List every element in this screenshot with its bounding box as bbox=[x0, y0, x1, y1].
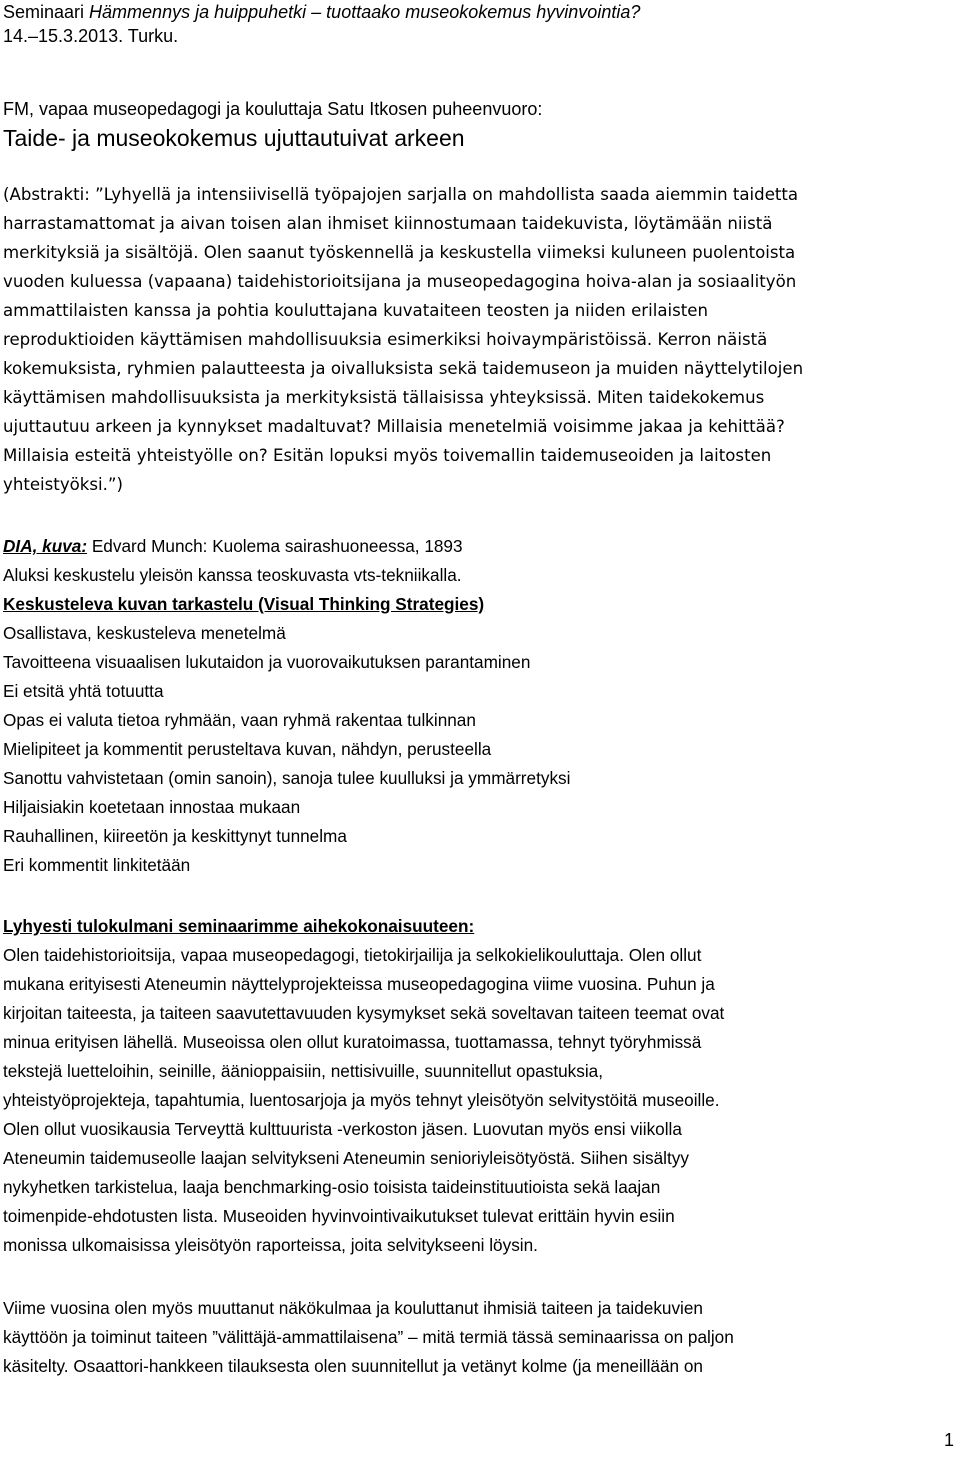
intro-line: nykyhetken tarkistelua, laaja benchmarking-osio toisista taideinstituutioista sekä laajan bbox=[3, 1177, 661, 1197]
vts-item: Osallistava, keskusteleva menetelmä bbox=[3, 623, 286, 643]
dia-caption bbox=[3, 532, 955, 561]
intro-line: tekstejä luetteloihin, seinille, äänioppaisiin, nettisivuille, suunnitellut opastuksia, bbox=[3, 1061, 604, 1081]
dia-label: DIA, kuva: bbox=[3, 536, 88, 556]
vts-item: Hiljaisiakin koetetaan innostaa mukaan bbox=[3, 797, 301, 817]
closing-line: käyttöön ja toiminut taiteen ”välittäjä-ammattilaisena” – mitä termiä tässä seminaarissa on paljon bbox=[3, 1327, 734, 1347]
abstract-block bbox=[3, 180, 955, 499]
abstract-line: ujuttautuu arkeen ja kynnykset madaltuvat? Millaisia menetelmiä voisimme jakaa ja kehittää? bbox=[3, 417, 785, 436]
intro-line: minua erityisen lähellä. Museoissa olen ollut kuratoimassa, tuottamassa, tehnyt työryhmissä bbox=[3, 1032, 702, 1052]
vts-item: Rauhallinen, kiireetön ja keskittynyt tunnelma bbox=[3, 826, 347, 846]
abstract-line: ammattilaisten kanssa ja pohtia kouluttajana kuvataiteen teosten ja niiden erilaisten bbox=[3, 301, 708, 320]
intro-line: Ateneumin taidemuseolle laajan selvitykseni Ateneumin senioriyleisötyöstä. Siihen sisältyy bbox=[3, 1148, 689, 1168]
abstract-line: (Abstrakti: ”Lyhyellä ja intensiivisellä työpajojen sarjalla on mahdollista saada aiemmin taidetta bbox=[3, 185, 799, 204]
vts-item: Eri kommentit linkitetään bbox=[3, 855, 191, 875]
vts-item: Mielipiteet ja kommentit perusteltava kuvan, nähdyn, perusteella bbox=[3, 739, 492, 759]
dia-intro-line: Aluksi keskustelu yleisön kanssa teoskuvasta vts-tekniikalla. bbox=[3, 565, 462, 585]
abstract-line: yhteistyöksi.”) bbox=[3, 475, 123, 494]
speaker-line: FM, vapaa museopedagogi ja kouluttaja Satu Itkosen puheenvuoro: bbox=[3, 99, 543, 119]
closing-line: Viime vuosina olen myös muuttanut näkökulmaa ja kouluttanut ihmisiä taiteen ja taidekuvien bbox=[3, 1298, 703, 1318]
abstract-line: kokemuksista, ryhmien palautteesta ja oivalluksista sekä taidemuseon ja muiden näyttelytilojen bbox=[3, 359, 804, 378]
abstract-line: käyttämisen mahdollisuuksista ja merkityksistä tällaisissa yhteyksissä. Miten taidekokemus bbox=[3, 388, 765, 407]
seminar-header bbox=[3, 0, 955, 48]
intro-line: toimenpide-ehdotusten lista. Museoiden hyvinvointivaikutukset tulevat erittäin hyvin esiin bbox=[3, 1206, 675, 1226]
abstract-line: Millaisia esteitä yhteistyölle on? Esitän lopuksi myös toivemallin taidemuseoiden ja laitosten bbox=[3, 446, 772, 465]
seminar-title-italic: Hämmennys ja huippuhetki – tuottaako museokokemus hyvinvointia? bbox=[89, 2, 641, 22]
seminar-title-line bbox=[3, 0, 955, 24]
intro-section bbox=[3, 912, 955, 1260]
document-page bbox=[3, 0, 955, 1381]
closing-line: käsitelty. Osaattori-hankkeen tilauksesta olen suunnitellut ja vetänyt kolme (ja meneillään on bbox=[3, 1356, 703, 1376]
vts-item: Opas ei valuta tietoa ryhmään, vaan ryhmä rakentaa tulkinnan bbox=[3, 710, 476, 730]
intro-line: Olen taidehistorioitsija, vapaa museopedagogi, tietokirjailija ja selkokielikouluttaja. Olen ollut bbox=[3, 945, 702, 965]
dia-section bbox=[3, 532, 955, 880]
intro-line: mukana erityisesti Ateneumin näyttelyprojekteissa museopedagogina viime vuosina. Puhun ja bbox=[3, 974, 715, 994]
abstract-line: vuoden kuluessa (vapaana) taidehistorioitsijana ja museopedagogina hoiva-alan ja sosiaalityön bbox=[3, 272, 797, 291]
intro-heading: Lyhyesti tulokulmani seminaarimme aihekokonaisuuteen: bbox=[3, 916, 475, 936]
intro-line: monissa ulkomaisissa yleisötyön raporteissa, joita selvitykseeni löysin. bbox=[3, 1235, 538, 1255]
vts-item: Tavoitteena visuaalisen lukutaidon ja vuorovaikutuksen parantaminen bbox=[3, 652, 531, 672]
document-title: Taide- ja museokokemus ujuttautuivat arkeen bbox=[3, 125, 465, 151]
vts-item: Sanottu vahvistetaan (omin sanoin), sanoja tulee kuulluksi ja ymmärretyksi bbox=[3, 768, 571, 788]
dia-artwork: Edvard Munch: Kuolema sairashuoneessa, 1893 bbox=[87, 536, 463, 556]
abstract-line: merkityksiä ja sisältöjä. Olen saanut työskennellä ja keskustella viimeksi kuluneen puolentoista bbox=[3, 243, 796, 262]
seminar-date-line: 14.–15.3.2013. Turku. bbox=[3, 26, 179, 46]
intro-line: Olen ollut vuosikausia Terveyttä kulttuurista -verkoston jäsen. Luovutan myös ensi viikolla bbox=[3, 1119, 682, 1139]
seminar-title-prefix: Seminaari bbox=[3, 2, 90, 22]
page-number: 1 bbox=[943, 1430, 954, 1450]
closing-section bbox=[3, 1294, 955, 1381]
vts-heading: Keskusteleva kuvan tarkastelu (Visual Thinking Strategies) bbox=[3, 594, 485, 614]
intro-line: yhteistyöprojekteja, tapahtumia, luentosarjoja ja myös tehnyt yleisötyön selvitystöitä museoille. bbox=[3, 1090, 720, 1110]
intro-line: kirjoitan taiteesta, ja taiteen saavutettavuuden kysymykset sekä soveltavan taiteen teemat ovat bbox=[3, 1003, 725, 1023]
abstract-line: harrastamattomat ja aivan toisen alan ihmiset kiinnostumaan taidekuvista, löytämään niistä bbox=[3, 214, 773, 233]
vts-item: Ei etsitä yhtä totuutta bbox=[3, 681, 164, 701]
abstract-line: reproduktioiden käyttämisen mahdollisuuksia esimerkiksi hoivaympäristöissä. Kerron näistä bbox=[3, 330, 768, 349]
